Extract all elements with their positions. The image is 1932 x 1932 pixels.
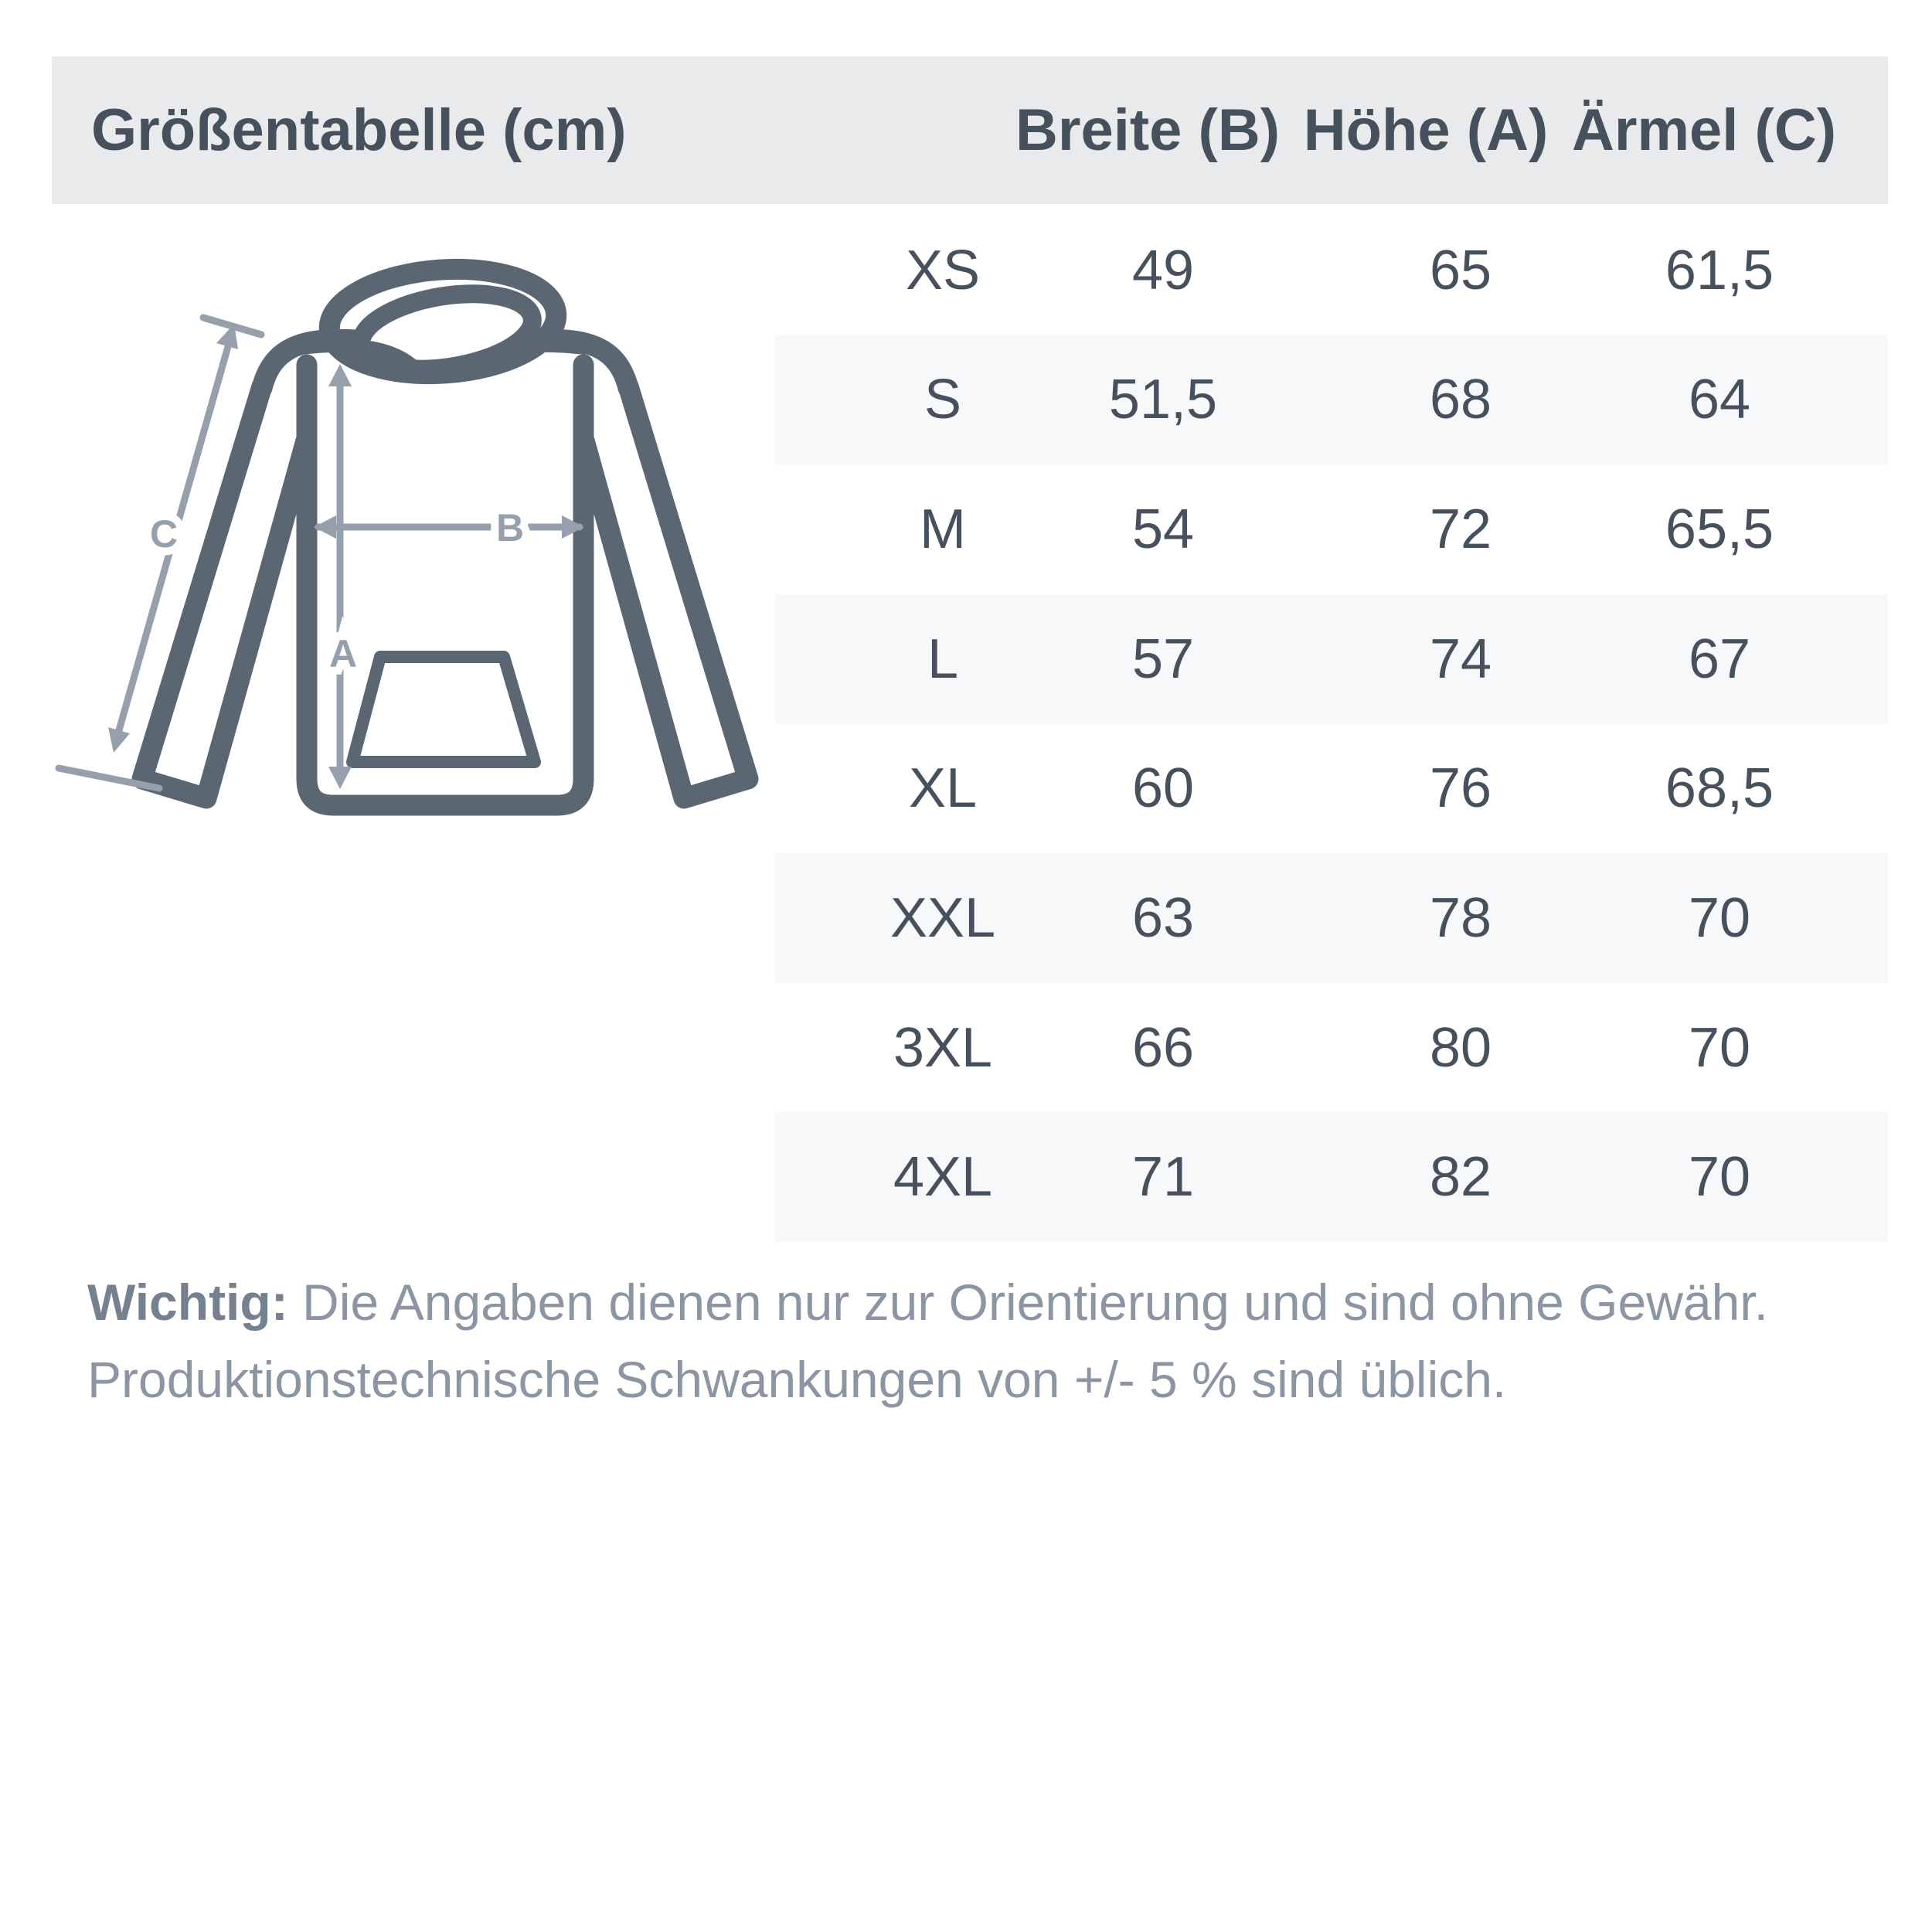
cell-hoehe: 82: [1429, 1146, 1492, 1209]
table-row: [775, 853, 1888, 983]
label-a: A: [328, 632, 358, 675]
disclaimer-note: [87, 1264, 1888, 1418]
table-row: [775, 464, 1888, 594]
cell-hoehe: 74: [1429, 628, 1492, 690]
cell-breite: 51,5: [1108, 369, 1218, 431]
table-row: [775, 1112, 1888, 1242]
cell-hoehe: 80: [1429, 1016, 1492, 1079]
cell-aermel: 68,5: [1665, 757, 1774, 820]
cell-size: XL: [908, 757, 978, 820]
page-title: Größentabelle (cm): [91, 97, 627, 163]
cell-size: M: [920, 498, 966, 561]
right-sleeve: [584, 386, 748, 798]
table-header-bar: [52, 56, 1888, 204]
cell-hoehe: 65: [1429, 239, 1492, 301]
cell-hoehe: 76: [1429, 757, 1492, 820]
disclaimer-text-1: Die Angaben dienen nur zur Orientierung und sind ohne Gewähr.: [287, 1274, 1768, 1331]
disclaimer-line-2: Produktionstechnische Schwankungen von +/- 5 % sind üblich.: [87, 1351, 1507, 1408]
cell-size: L: [927, 628, 959, 690]
cell-aermel: 67: [1688, 628, 1751, 690]
disclaimer-bold-prefix: Wichtig:: [87, 1274, 288, 1331]
cell-breite: 60: [1131, 757, 1195, 820]
table-row: [775, 983, 1888, 1113]
column-header-aermel: Ärmel (C): [1571, 97, 1837, 163]
cell-hoehe: 72: [1429, 498, 1492, 561]
hoodie-measurement-diagram: [46, 216, 781, 827]
torso: [307, 365, 583, 805]
disclaimer-line-1: [87, 1264, 1888, 1341]
pocket: [352, 657, 535, 762]
column-header-hoehe: Höhe (A): [1303, 97, 1549, 163]
label-c: C: [149, 512, 179, 556]
cell-size: XXL: [889, 886, 996, 949]
table-row: [775, 594, 1888, 724]
column-header-breite: Breite (B): [1015, 97, 1281, 163]
cell-breite: 71: [1131, 1146, 1195, 1209]
size-table-body: [775, 206, 1888, 1242]
table-row: [775, 335, 1888, 465]
cell-size: 4XL: [893, 1146, 993, 1209]
cell-breite: 66: [1131, 1016, 1195, 1079]
table-row: [775, 206, 1888, 335]
table-row: [775, 724, 1888, 854]
cell-aermel: 70: [1688, 1146, 1751, 1209]
cell-breite: 54: [1131, 498, 1195, 561]
cell-aermel: 70: [1688, 886, 1751, 949]
cell-aermel: 70: [1688, 1016, 1751, 1079]
cell-hoehe: 68: [1429, 369, 1492, 431]
label-b: B: [495, 506, 525, 549]
cell-size: S: [923, 369, 962, 431]
cell-aermel: 64: [1688, 369, 1751, 431]
sleeve-arrowhead-bottom: [108, 727, 130, 753]
cell-breite: 63: [1131, 886, 1195, 949]
cell-hoehe: 78: [1429, 886, 1492, 949]
cell-aermel: 61,5: [1665, 239, 1774, 301]
cell-breite: 57: [1131, 628, 1195, 690]
left-sleeve: [142, 386, 306, 798]
cell-breite: 49: [1131, 239, 1195, 301]
cell-size: 3XL: [893, 1016, 993, 1079]
cell-aermel: 65,5: [1665, 498, 1774, 561]
cell-size: XS: [905, 239, 981, 301]
height-arrowhead-bottom: [328, 767, 352, 789]
